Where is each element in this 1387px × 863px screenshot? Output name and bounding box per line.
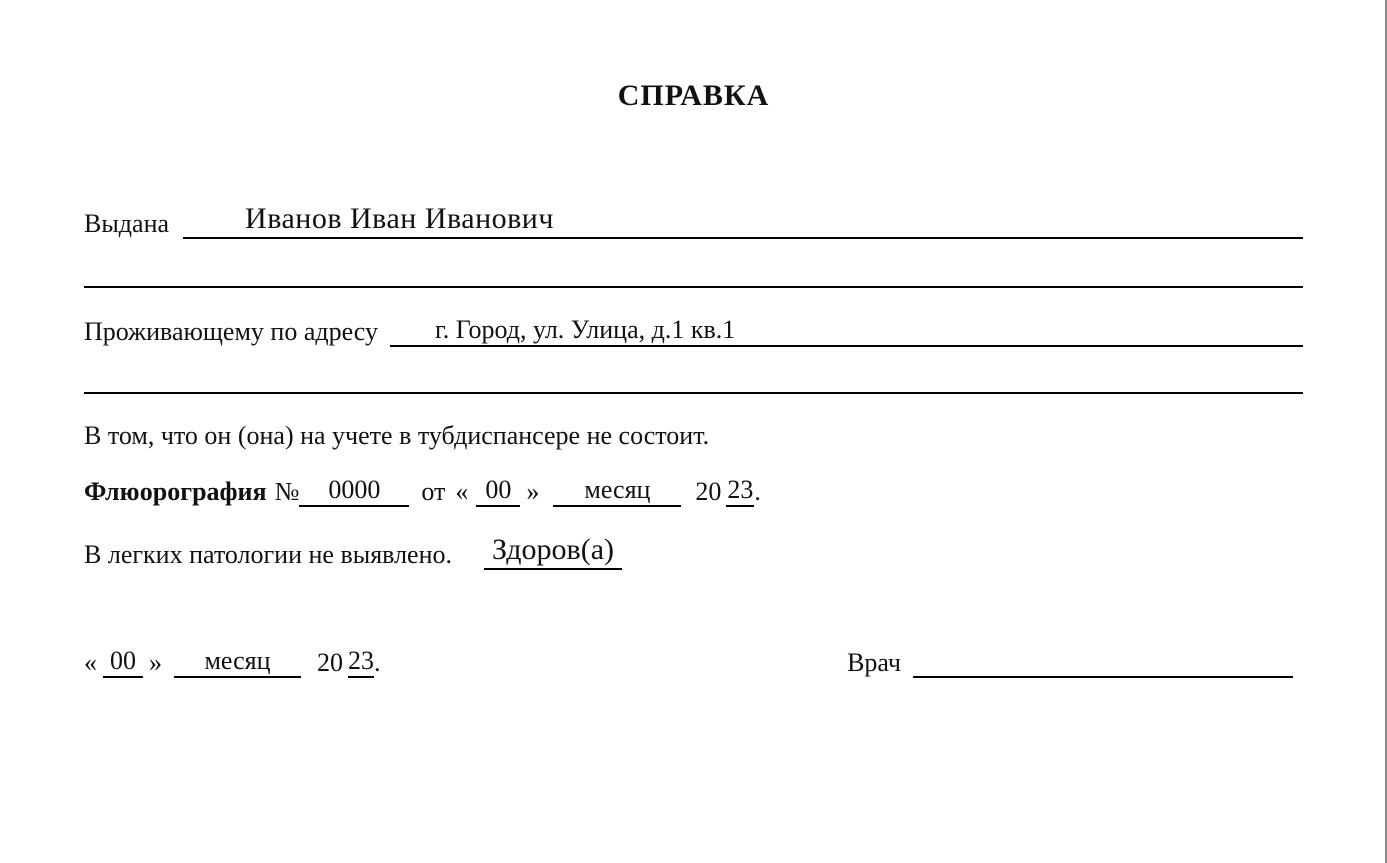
fluorography-year-field: 23 [726, 475, 754, 507]
address-continuation-line [84, 392, 1303, 394]
footer-row [84, 646, 1293, 678]
doctor-signature-line [913, 676, 1293, 678]
issued-continuation-line [84, 286, 1303, 288]
address-value: г. Город, ул. Улица, д.1 кв.1 [435, 315, 736, 344]
address-label: Проживающему по адресу [84, 317, 378, 346]
fluorography-day-field: 00 [476, 475, 520, 507]
address-row [84, 315, 1303, 347]
fluorography-from-word: от [421, 477, 446, 506]
fluorography-period: . [754, 477, 761, 506]
address-field [390, 315, 1303, 347]
fluorography-number-sign: № [274, 477, 300, 506]
footer-year-field: 23 [348, 646, 374, 678]
result-text: В легких патологии не выявлено. [84, 539, 453, 569]
fluorography-label: Флюорография [84, 477, 267, 506]
issued-name-value: Иванов Иван Иванович [245, 202, 554, 235]
fluorography-quote-open: « [455, 477, 469, 506]
statement-row [84, 421, 1303, 451]
result-row [84, 533, 1303, 570]
footer-quote-open: « [84, 648, 97, 677]
document-title: СПРАВКА [617, 79, 770, 112]
fluorography-century: 20 [695, 477, 722, 506]
fluorography-number-field: 0000 [299, 475, 409, 507]
footer-day-field: 00 [103, 646, 143, 678]
fluorography-quote-close: » [526, 477, 540, 506]
result-status: Здоров(а) [484, 533, 622, 570]
footer-quote-close: » [149, 648, 162, 677]
footer-period: . [374, 648, 381, 677]
footer-century: 20 [317, 648, 343, 677]
fluorography-row [84, 475, 1303, 507]
fluorography-month-field: месяц [553, 475, 681, 507]
issued-name-field [183, 202, 1303, 239]
footer-month-field: месяц [174, 646, 301, 678]
doctor-signature-group [847, 648, 1293, 678]
issued-label: Выдана [84, 208, 170, 238]
doctor-label: Врач [847, 648, 901, 677]
issued-row [84, 202, 1303, 239]
footer-date-group [84, 646, 381, 678]
statement-text: В том, что он (она) на учете в тубдиспансере не состоит. [84, 421, 710, 450]
